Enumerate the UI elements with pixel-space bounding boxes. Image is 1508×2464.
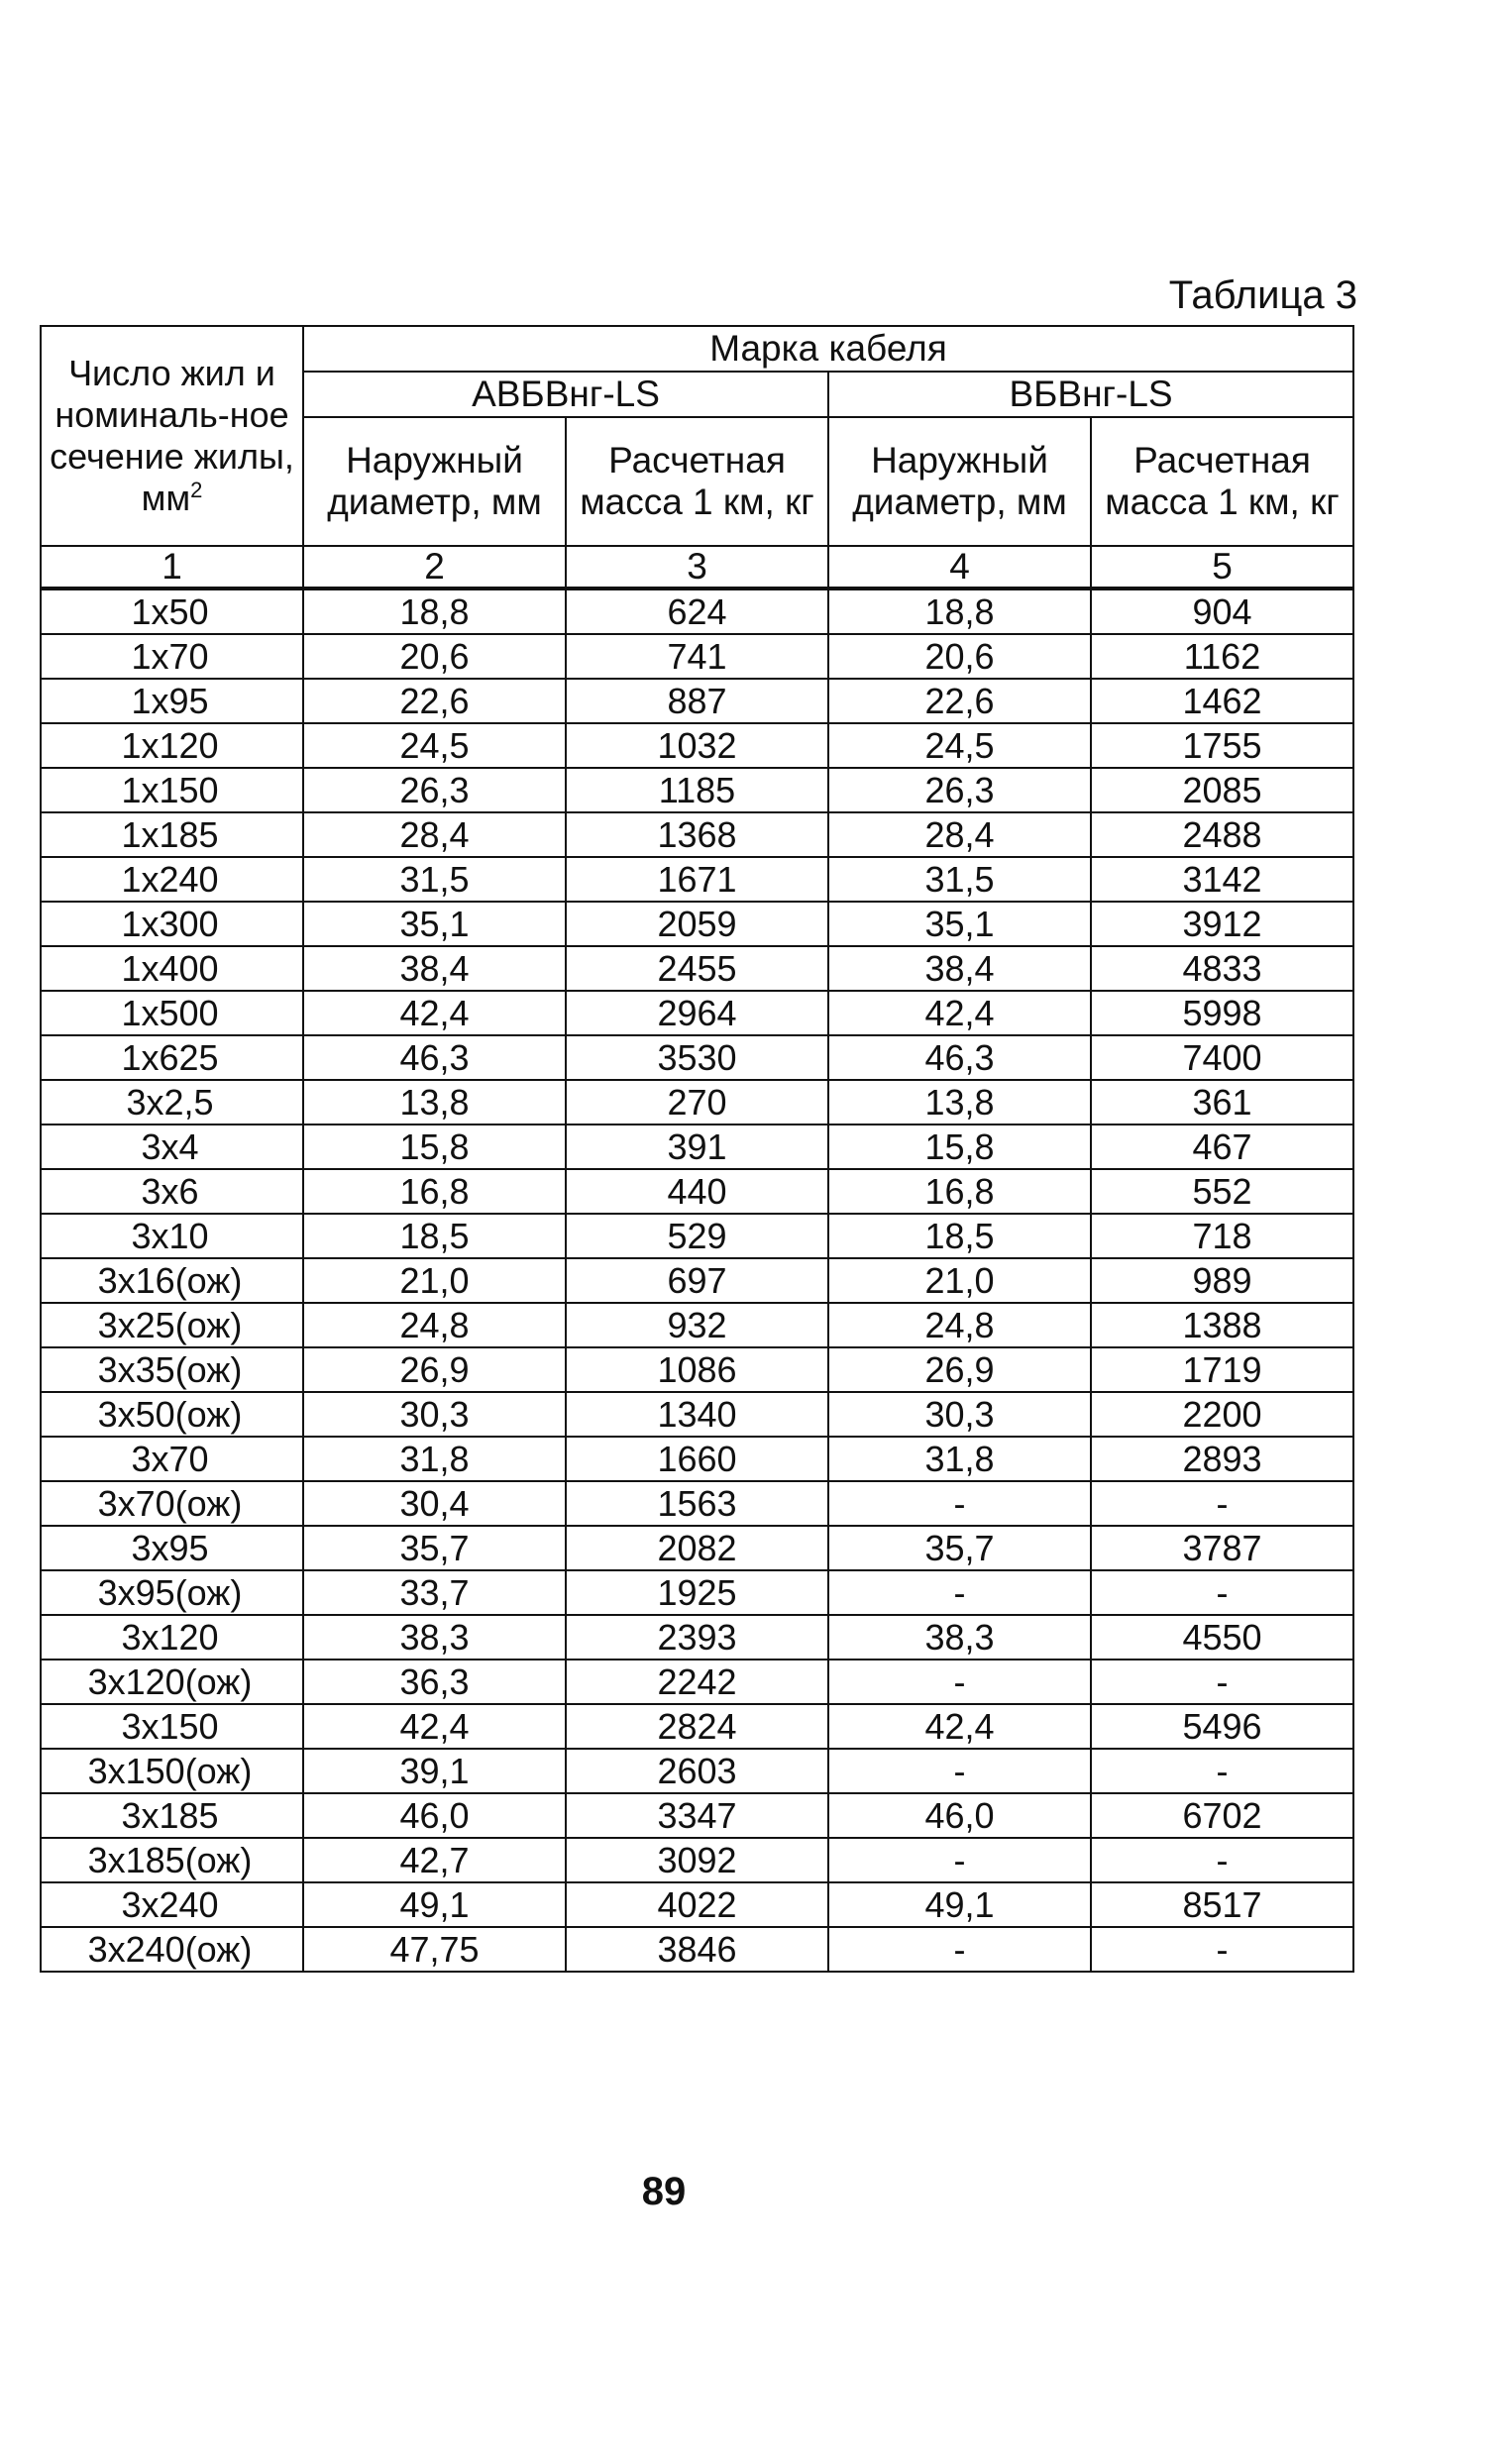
header-row-label <box>41 326 303 546</box>
cell-a-diameter: 30,3 <box>303 1392 566 1437</box>
cell-a-diameter: 26,9 <box>303 1347 566 1392</box>
cell-a-diameter: 31,5 <box>303 857 566 902</box>
table-row <box>41 1481 1353 1526</box>
cell-a-mass: 2242 <box>566 1660 828 1704</box>
cell-a-mass: 2455 <box>566 946 828 991</box>
cell-b-diameter: 46,3 <box>828 1035 1091 1080</box>
table-row <box>41 902 1353 946</box>
cell-cores-section: 3x35(ож) <box>41 1347 303 1392</box>
cell-cores-section: 3x10 <box>41 1214 303 1258</box>
cell-a-mass: 4022 <box>566 1882 828 1927</box>
cell-a-diameter: 42,4 <box>303 991 566 1035</box>
cell-a-diameter: 35,1 <box>303 902 566 946</box>
cell-a-mass: 2824 <box>566 1704 828 1749</box>
cell-b-diameter: 31,8 <box>828 1437 1091 1481</box>
cell-a-mass: 2603 <box>566 1749 828 1793</box>
cell-b-mass: 8517 <box>1091 1882 1353 1927</box>
cell-a-diameter: 22,6 <box>303 679 566 723</box>
cell-a-mass: 529 <box>566 1214 828 1258</box>
cell-b-diameter: 20,6 <box>828 634 1091 679</box>
cell-a-diameter: 38,4 <box>303 946 566 991</box>
cell-a-mass: 1032 <box>566 723 828 768</box>
table-row <box>41 1570 1353 1615</box>
table-row <box>41 1615 1353 1660</box>
cell-b-diameter: 31,5 <box>828 857 1091 902</box>
cell-b-diameter: 35,1 <box>828 902 1091 946</box>
cell-b-mass: 7400 <box>1091 1035 1353 1080</box>
cell-b-mass: 5998 <box>1091 991 1353 1035</box>
cell-a-mass: 1671 <box>566 857 828 902</box>
table-row <box>41 1838 1353 1882</box>
cell-cores-section: 1x625 <box>41 1035 303 1080</box>
cell-cores-section: 3x4 <box>41 1125 303 1169</box>
table-body <box>41 589 1353 1972</box>
column-number: 2 <box>303 546 566 589</box>
cell-a-mass: 3846 <box>566 1927 828 1972</box>
cell-b-mass: 2488 <box>1091 812 1353 857</box>
cell-a-diameter: 33,7 <box>303 1570 566 1615</box>
cell-a-diameter: 18,5 <box>303 1214 566 1258</box>
cell-b-diameter: 15,8 <box>828 1125 1091 1169</box>
cell-a-mass: 1563 <box>566 1481 828 1526</box>
cell-b-mass: 718 <box>1091 1214 1353 1258</box>
cell-b-diameter: 24,8 <box>828 1303 1091 1347</box>
cell-cores-section: 3x16(ож) <box>41 1258 303 1303</box>
cell-a-mass: 1925 <box>566 1570 828 1615</box>
cell-b-diameter: 18,5 <box>828 1214 1091 1258</box>
cell-a-mass: 932 <box>566 1303 828 1347</box>
cell-b-diameter: 30,3 <box>828 1392 1091 1437</box>
cell-b-mass: 1755 <box>1091 723 1353 768</box>
cell-b-mass: 4833 <box>1091 946 1353 991</box>
header-row-label-text: Число жил и номиналь-ное сечение жилы, мм <box>50 353 294 518</box>
cell-b-diameter: 18,8 <box>828 589 1091 634</box>
cell-b-mass: 1462 <box>1091 679 1353 723</box>
column-number: 5 <box>1091 546 1353 589</box>
cell-cores-section: 3x2,5 <box>41 1080 303 1125</box>
cell-b-mass: 4550 <box>1091 1615 1353 1660</box>
page-number: 89 <box>641 2170 687 2213</box>
cell-cores-section: 3x240 <box>41 1882 303 1927</box>
table-row <box>41 1437 1353 1481</box>
cell-b-diameter: 21,0 <box>828 1258 1091 1303</box>
cell-a-diameter: 21,0 <box>303 1258 566 1303</box>
cell-cores-section: 3x95 <box>41 1526 303 1570</box>
cell-cores-section: 1x300 <box>41 902 303 946</box>
cell-b-mass: 5496 <box>1091 1704 1353 1749</box>
cell-b-diameter: - <box>828 1481 1091 1526</box>
cell-b-mass: 3912 <box>1091 902 1353 946</box>
cell-b-mass: 552 <box>1091 1169 1353 1214</box>
cell-cores-section: 3x150(ож) <box>41 1749 303 1793</box>
cable-table <box>40 325 1354 1973</box>
cell-cores-section: 1x50 <box>41 589 303 634</box>
cell-a-mass: 1368 <box>566 812 828 857</box>
cell-b-mass: 467 <box>1091 1125 1353 1169</box>
cell-b-mass: - <box>1091 1927 1353 1972</box>
cell-cores-section: 1x70 <box>41 634 303 679</box>
table-row <box>41 1347 1353 1392</box>
cell-b-mass: - <box>1091 1570 1353 1615</box>
cell-b-diameter: 26,3 <box>828 768 1091 812</box>
cell-b-mass: 1388 <box>1091 1303 1353 1347</box>
cell-a-mass: 2964 <box>566 991 828 1035</box>
cell-cores-section: 1x95 <box>41 679 303 723</box>
cell-b-diameter: 22,6 <box>828 679 1091 723</box>
cell-a-diameter: 13,8 <box>303 1080 566 1125</box>
cell-b-diameter: 42,4 <box>828 991 1091 1035</box>
cell-b-diameter: 24,5 <box>828 723 1091 768</box>
cell-a-mass: 3347 <box>566 1793 828 1838</box>
table-row <box>41 1927 1353 1972</box>
cell-b-mass: 1719 <box>1091 1347 1353 1392</box>
cell-a-diameter: 31,8 <box>303 1437 566 1481</box>
table-row <box>41 768 1353 812</box>
cell-cores-section: 3x95(ож) <box>41 1570 303 1615</box>
cell-a-mass: 887 <box>566 679 828 723</box>
cell-cores-section: 3x70(ож) <box>41 1481 303 1526</box>
cell-b-mass: 989 <box>1091 1258 1353 1303</box>
table-row <box>41 1303 1353 1347</box>
header-row-label-sup: 2 <box>190 478 203 502</box>
header-b-diameter: Наружный диаметр, мм <box>828 417 1091 546</box>
header-cable-b: ВБВнг-LS <box>828 372 1353 417</box>
table-row <box>41 1660 1353 1704</box>
table-row <box>41 1258 1353 1303</box>
cell-a-diameter: 30,4 <box>303 1481 566 1526</box>
table-row <box>41 679 1353 723</box>
table-row <box>41 812 1353 857</box>
table-row <box>41 1392 1353 1437</box>
cell-b-mass: 3142 <box>1091 857 1353 902</box>
cell-a-mass: 1660 <box>566 1437 828 1481</box>
cell-a-diameter: 15,8 <box>303 1125 566 1169</box>
cell-a-diameter: 36,3 <box>303 1660 566 1704</box>
cell-cores-section: 3x25(ож) <box>41 1303 303 1347</box>
cell-a-diameter: 42,4 <box>303 1704 566 1749</box>
cell-cores-section: 3x120 <box>41 1615 303 1660</box>
header-cable-a: АВБВнг-LS <box>303 372 828 417</box>
table-row <box>41 1793 1353 1838</box>
cell-a-diameter: 38,3 <box>303 1615 566 1660</box>
cell-b-mass: 3787 <box>1091 1526 1353 1570</box>
cell-cores-section: 3x240(ож) <box>41 1927 303 1972</box>
table-row <box>41 946 1353 991</box>
cell-a-diameter: 49,1 <box>303 1882 566 1927</box>
table-header <box>41 326 1353 589</box>
cell-a-mass: 2059 <box>566 902 828 946</box>
cell-b-diameter: 49,1 <box>828 1882 1091 1927</box>
cell-cores-section: 1x150 <box>41 768 303 812</box>
cell-a-diameter: 46,3 <box>303 1035 566 1080</box>
table-row <box>41 1749 1353 1793</box>
cell-cores-section: 1x120 <box>41 723 303 768</box>
cell-cores-section: 1x400 <box>41 946 303 991</box>
header-a-mass: Расчетная масса 1 км, кг <box>566 417 828 546</box>
table-row <box>41 857 1353 902</box>
cell-b-mass: - <box>1091 1481 1353 1526</box>
cell-a-diameter: 16,8 <box>303 1169 566 1214</box>
table-caption: Таблица 3 <box>1168 273 1357 317</box>
cell-b-diameter: 38,3 <box>828 1615 1091 1660</box>
cell-a-diameter: 18,8 <box>303 589 566 634</box>
cell-a-mass: 1086 <box>566 1347 828 1392</box>
cell-b-diameter: 26,9 <box>828 1347 1091 1392</box>
cell-b-mass: - <box>1091 1838 1353 1882</box>
cell-a-diameter: 47,75 <box>303 1927 566 1972</box>
cell-a-diameter: 26,3 <box>303 768 566 812</box>
cell-cores-section: 1x240 <box>41 857 303 902</box>
column-number: 3 <box>566 546 828 589</box>
cell-b-diameter: 13,8 <box>828 1080 1091 1125</box>
cell-b-mass: 1162 <box>1091 634 1353 679</box>
cell-cores-section: 3x6 <box>41 1169 303 1214</box>
table-row <box>41 1125 1353 1169</box>
table-row <box>41 1704 1353 1749</box>
table-row <box>41 991 1353 1035</box>
header-b-mass: Расчетная масса 1 км, кг <box>1091 417 1353 546</box>
header-a-diameter: Наружный диаметр, мм <box>303 417 566 546</box>
cell-a-mass: 270 <box>566 1080 828 1125</box>
cell-a-mass: 440 <box>566 1169 828 1214</box>
cell-cores-section: 3x120(ож) <box>41 1660 303 1704</box>
cell-a-mass: 624 <box>566 589 828 634</box>
table-row <box>41 1526 1353 1570</box>
cell-cores-section: 3x50(ож) <box>41 1392 303 1437</box>
cell-b-diameter: - <box>828 1927 1091 1972</box>
cell-a-diameter: 28,4 <box>303 812 566 857</box>
table-row <box>41 1882 1353 1927</box>
header-brand-group: Марка кабеля <box>303 326 1353 372</box>
cell-a-diameter: 20,6 <box>303 634 566 679</box>
cell-a-mass: 1185 <box>566 768 828 812</box>
cell-a-diameter: 46,0 <box>303 1793 566 1838</box>
cell-a-mass: 2082 <box>566 1526 828 1570</box>
table-row <box>41 1169 1353 1214</box>
cell-a-diameter: 42,7 <box>303 1838 566 1882</box>
cell-cores-section: 1x185 <box>41 812 303 857</box>
cell-b-mass: 904 <box>1091 589 1353 634</box>
cell-b-mass: 2893 <box>1091 1437 1353 1481</box>
cell-b-diameter: - <box>828 1570 1091 1615</box>
cell-b-diameter: 38,4 <box>828 946 1091 991</box>
cell-a-mass: 1340 <box>566 1392 828 1437</box>
cell-cores-section: 3x70 <box>41 1437 303 1481</box>
cell-a-mass: 2393 <box>566 1615 828 1660</box>
cell-b-mass: - <box>1091 1749 1353 1793</box>
cell-cores-section: 3x185(ож) <box>41 1838 303 1882</box>
cell-a-diameter: 39,1 <box>303 1749 566 1793</box>
cell-b-diameter: 42,4 <box>828 1704 1091 1749</box>
table-row <box>41 1035 1353 1080</box>
table-row <box>41 634 1353 679</box>
cell-a-mass: 3530 <box>566 1035 828 1080</box>
table-row <box>41 1214 1353 1258</box>
cell-b-diameter: 35,7 <box>828 1526 1091 1570</box>
column-number: 4 <box>828 546 1091 589</box>
cell-b-mass: 6702 <box>1091 1793 1353 1838</box>
table-row <box>41 1080 1353 1125</box>
cell-a-mass: 391 <box>566 1125 828 1169</box>
cell-a-mass: 3092 <box>566 1838 828 1882</box>
cell-b-diameter: - <box>828 1660 1091 1704</box>
cell-b-mass: 361 <box>1091 1080 1353 1125</box>
cell-a-diameter: 24,8 <box>303 1303 566 1347</box>
cell-cores-section: 1x500 <box>41 991 303 1035</box>
cell-a-diameter: 24,5 <box>303 723 566 768</box>
cell-b-diameter: - <box>828 1838 1091 1882</box>
column-number: 1 <box>41 546 303 589</box>
cell-a-mass: 697 <box>566 1258 828 1303</box>
cell-b-diameter: 28,4 <box>828 812 1091 857</box>
cell-b-mass: - <box>1091 1660 1353 1704</box>
cell-b-diameter: 16,8 <box>828 1169 1091 1214</box>
cell-cores-section: 3x150 <box>41 1704 303 1749</box>
table-row <box>41 723 1353 768</box>
cell-b-diameter: 46,0 <box>828 1793 1091 1838</box>
cell-b-mass: 2085 <box>1091 768 1353 812</box>
cell-cores-section: 3x185 <box>41 1793 303 1838</box>
cell-b-diameter: - <box>828 1749 1091 1793</box>
cell-a-diameter: 35,7 <box>303 1526 566 1570</box>
table-row <box>41 589 1353 634</box>
cell-b-mass: 2200 <box>1091 1392 1353 1437</box>
cell-a-mass: 741 <box>566 634 828 679</box>
